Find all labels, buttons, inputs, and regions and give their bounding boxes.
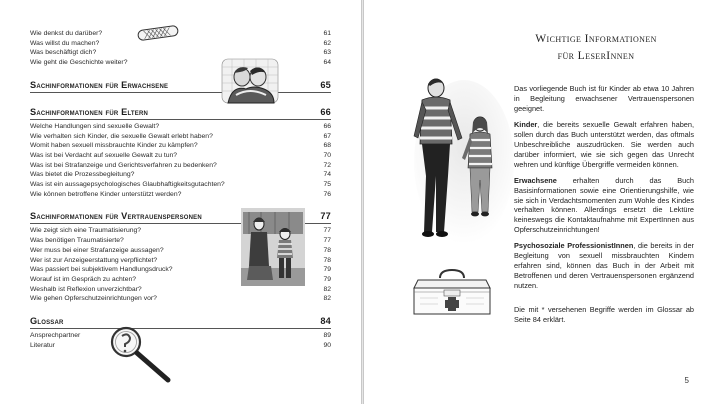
toc-entry-title: Wie gehen Opferschutzeinrichtungen vor? [30,295,157,303]
toc-entry-page: 66 [323,122,331,130]
toc-entry-title: Ansprechpartner [30,332,81,340]
toc-entry-title: Wie zeigt sich eine Traumatisierung? [30,227,142,235]
toc-entry-page: 79 [323,275,331,283]
toc-entry-title: Was bietet die Prozessbegleitung? [30,171,135,179]
toc-entry-title: Weshalb ist Reflexion unverzichtbar? [30,285,142,293]
toc-entry-title: Welche Handlungen sind sexuelle Gewalt? [30,122,160,130]
classroom-illustration [241,208,305,286]
toc-entry [30,151,331,161]
title-line-1: Wichtige Informationen [535,32,657,45]
paragraph-glossary-note: Die mit * versehenen Begriffe werden im Glossar ab Seite 84 erklärt. [514,305,694,325]
section-rule [30,328,331,329]
toc-entry-page: 79 [323,266,331,274]
toc-entry-title: Was beschäftigt dich? [30,49,97,57]
man-and-child-illustration [404,72,514,248]
toc-entry [30,331,331,341]
toc-entry-title: Wie denkst du darüber? [30,30,103,37]
toc-entry [30,161,331,171]
toc-entry-title: Wie geht die Geschichte weiter? [30,59,128,67]
section-rule [30,92,331,93]
toc-entry-page: 61 [323,30,331,37]
paragraph-professionals: Psychosoziale ProfessionistInnen, die bereits in der Begleitung von sexuell missbrauchten Kindern erfahren sind, können das Buch in der Arbeit mit Betroffenen und deren Vertrauenspersonen ergänzend nutzen. [514,241,695,291]
toc-entry-page: 62 [323,39,331,47]
toc-entry [30,285,331,295]
paragraph-intro: Das vorliegende Buch ist für Kinder ab etwa 10 Jahren in Begleitung erwachsener Vertrauenspersonen geeignet. [514,84,694,113]
toc-entry-page: 89 [323,332,331,340]
toc-entry-page: 75 [323,181,331,189]
toc-entry-title: Was ist bei Strafanzeige und Gerichtsverfahren zu bedenken? [30,161,217,169]
toc-entry-title: Was willst du machen? [30,39,100,47]
toc-entry [30,190,331,200]
label-children: Kinder [514,119,538,129]
toc-entry [30,141,331,151]
toc-section-heading [30,79,331,91]
toc-section-page: 66 [320,106,331,117]
toc-entry [30,294,331,304]
toc-entry [30,29,331,39]
toc-section-page: 77 [320,211,331,222]
magnifying-glass-illustration [108,324,174,386]
table-of-contents [30,29,331,350]
title-line-2: für LeserInnen [557,49,635,62]
toc-section-page: 65 [320,79,331,90]
toc-entry-title: Was ist ein aussagepsychologisches Glaubhaftigkeitsgutachten? [30,181,225,189]
toc-entry-page: 64 [323,59,331,67]
page-title [496,30,696,64]
toc-entry-page: 90 [323,341,331,349]
toc-entry-title: Was ist bei Verdacht auf sexuelle Gewalt zu tun? [30,151,178,159]
toc-entry-page: 82 [323,295,331,303]
label-adults: Erwachsene [514,175,557,185]
toc-entry-page: 77 [323,237,331,245]
toc-entry-title: Was benötigen Traumatisierte? [30,237,124,245]
bandage-illustration [136,25,180,41]
toc-entry [30,170,331,180]
toc-entry [30,39,331,49]
toc-section-title: Sachinformationen für Eltern [30,106,149,117]
toc-entry-page: 72 [323,161,331,169]
toc-entry [30,132,331,142]
toc-section-page: 84 [320,316,331,327]
toc-entry-title: Wie verhalten sich Kinder, die sexuelle Gewalt erlebt haben? [30,132,213,140]
toc-section-title: Glossar [30,316,64,327]
toc-entry [30,122,331,132]
toc-section-title: Sachinformationen für Erwachsene [30,79,169,90]
toc-entry-page: 82 [323,285,331,293]
paragraph-adults: Erwachsene erhalten durch das Buch Basisinformationen sowie eine Orientierungshilfe, wie sie sich in Verdachtsmomenten zum Wohle des Kindes verhalten können. Allerdings ersetzt die Lektüre keineswegs die Kontaktaufnahme mit ExpertInnen aus Opferschutzeinrichtungen! [514,175,694,235]
toc-entry-page: 74 [323,171,331,179]
toc-entry-title: Womit haben sexuell missbrauchte Kinder zu kämpfen? [30,142,198,150]
toc-section-heading [30,315,331,327]
toc-entry-page: 67 [323,132,331,140]
toc-section-title: Sachinformationen für Vertrauenspersonen [30,211,202,222]
toc-entry [30,58,331,68]
toc-entry-title: Wer ist zur Anzeigeerstattung verpflichtet? [30,256,158,264]
toc-entry-title: Was passiert bei subjektivem Handlungsdruck? [30,266,173,274]
toc-entry [30,180,331,190]
toc-entry-title: Wie können betroffene Kinder unterstützt werden? [30,190,182,198]
section-rule [30,119,331,120]
toc-entry [30,341,331,351]
toc-entry-title: Worauf ist im Gespräch zu achten? [30,275,137,283]
toc-entry-title: Literatur [30,341,55,349]
toc-entry-page: 78 [323,256,331,264]
hugging-people-illustration [216,55,284,107]
toc-entry-page: 68 [323,142,331,150]
toc-entry-page: 70 [323,151,331,159]
toc-entry [30,48,331,58]
toc-top-list [30,29,331,68]
label-professionals: Psychosoziale ProfessionistInnen [514,241,634,251]
toc-entry-page: 77 [323,227,331,235]
info-text [514,84,694,331]
first-aid-kit-illustration [410,268,494,318]
paragraph-children: Kinder, die bereits sexuelle Gewalt erfahren haben, sollen durch das Buch unterstützt werden, das oftmals Unbeschreibliche auszudrücken. Sie werden auch darüber informiert, wie sie sich gegen das Unrecht wehren und künftige Übergriffe vermeiden können. [514,119,694,169]
right-page [363,0,720,404]
toc-entry-page: 76 [323,190,331,198]
page-number: 5 [684,376,689,385]
toc-entry-page: 78 [323,246,331,254]
toc-section-heading [30,106,331,118]
toc-entry-title: Wer muss bei einer Strafanzeige aussagen? [30,246,164,254]
toc-entry-page: 63 [323,49,331,57]
